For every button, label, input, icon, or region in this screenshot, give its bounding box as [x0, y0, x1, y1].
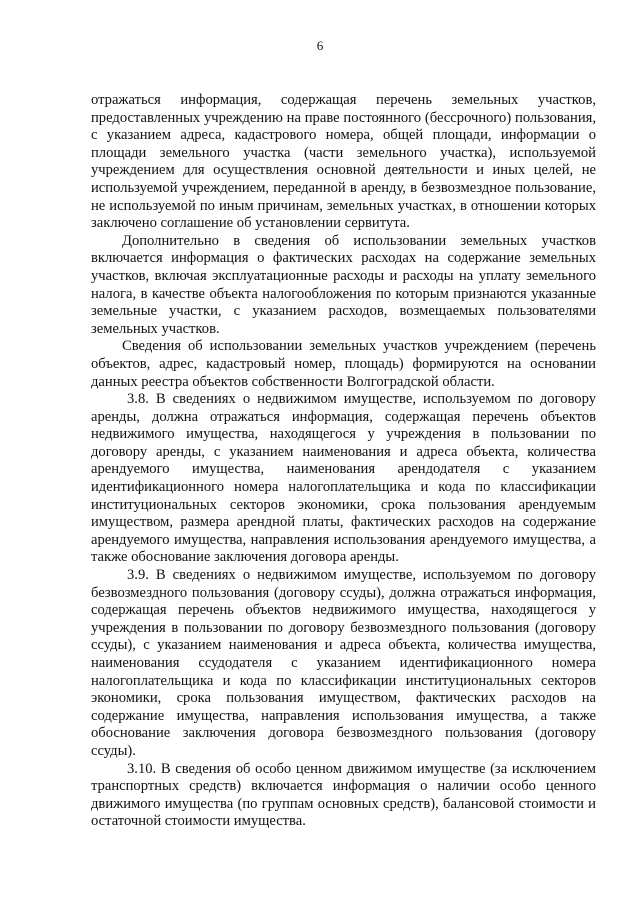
- paragraph-3-9-free-use: 3.9. В сведениях о недвижимом имуществе, используемом по договору безвозмездного пользования (договору ссуды), должна отражаться информация, содержащая перечень объектов недвижимого имущества, находящегося у учреждения в пользовании по договору безвозмездного пользования (договору ссуды), с указанием наименования и адреса объекта, количества имущества, наименования ссудодателя с указанием идентификационного номера налогоплательщика и кода по классификации институциональных секторов экономики, срока пользования имуществом, фактических расходов на содержание имущества, направления использования имущества, а также обоснование заключения договора безвозмездного пользования (договору ссуды).: [91, 567, 596, 759]
- document-body: [91, 92, 596, 831]
- page-number: 6: [316, 38, 324, 53]
- paragraph-land-plot-registry: Сведения об использовании земельных участков учреждением (перечень объектов, адрес, кадастровый номер, площадь) формируются на основании данных реестра объектов собственности Волгоградской области.: [91, 338, 596, 390]
- paragraph-3-8-lease: 3.8. В сведениях о недвижимом имуществе, используемом по договору аренды, должна отражаться информация, содержащая перечень объектов недвижимого имущества, находящегося у учреждения в пользовании по договору аренды, с указанием наименования и адреса объекта, количества арендуемого имущества, наименования арендодателя с указанием идентификационного номера налогоплательщика и кода по классификации институциональных секторов экономики, срока пользования арендуемым имуществом, размера арендной платы, фактических расходов на содержание арендуемого имущества, направления использования арендуемого имущества, а также обоснование заключения договора аренды.: [91, 391, 596, 566]
- paragraph-land-plot-expenses: Дополнительно в сведения об использовании земельных участков включается информация о фактических расходах на содержание земельных участков, включая эксплуатационные расходы и расходы на уплату земельного налога, в качестве объекта налогообложения по которым признаются указанные земельные участки, с указанием расходов, возмещаемых пользователями земельных участков.: [91, 232, 596, 337]
- paragraph-continuation-land-plots: отражаться информация, содержащая перечень земельных участков, предоставленных учреждению на праве постоянного (бессрочного) пользования, с указанием адреса, кадастрового номера, общей площади, информации о площади земельного участка (части земельного участка), используемой учреждением для осуществления основной деятельности и иных целей, не используемой учреждением, переданной в аренду, в безвозмездное пользование, не используемой по иным причинам, земельных участках, в отношении которых заключено соглашение об установлении сервитута.: [91, 92, 596, 232]
- paragraph-3-10-movable-property: 3.10. В сведения об особо ценном движимом имуществе (за исключением транспортных средств) включается информация о наличии особо ценного движимого имущества (по группам основных средств), балансовой стоимости и остаточной стоимости имущества.: [91, 760, 596, 830]
